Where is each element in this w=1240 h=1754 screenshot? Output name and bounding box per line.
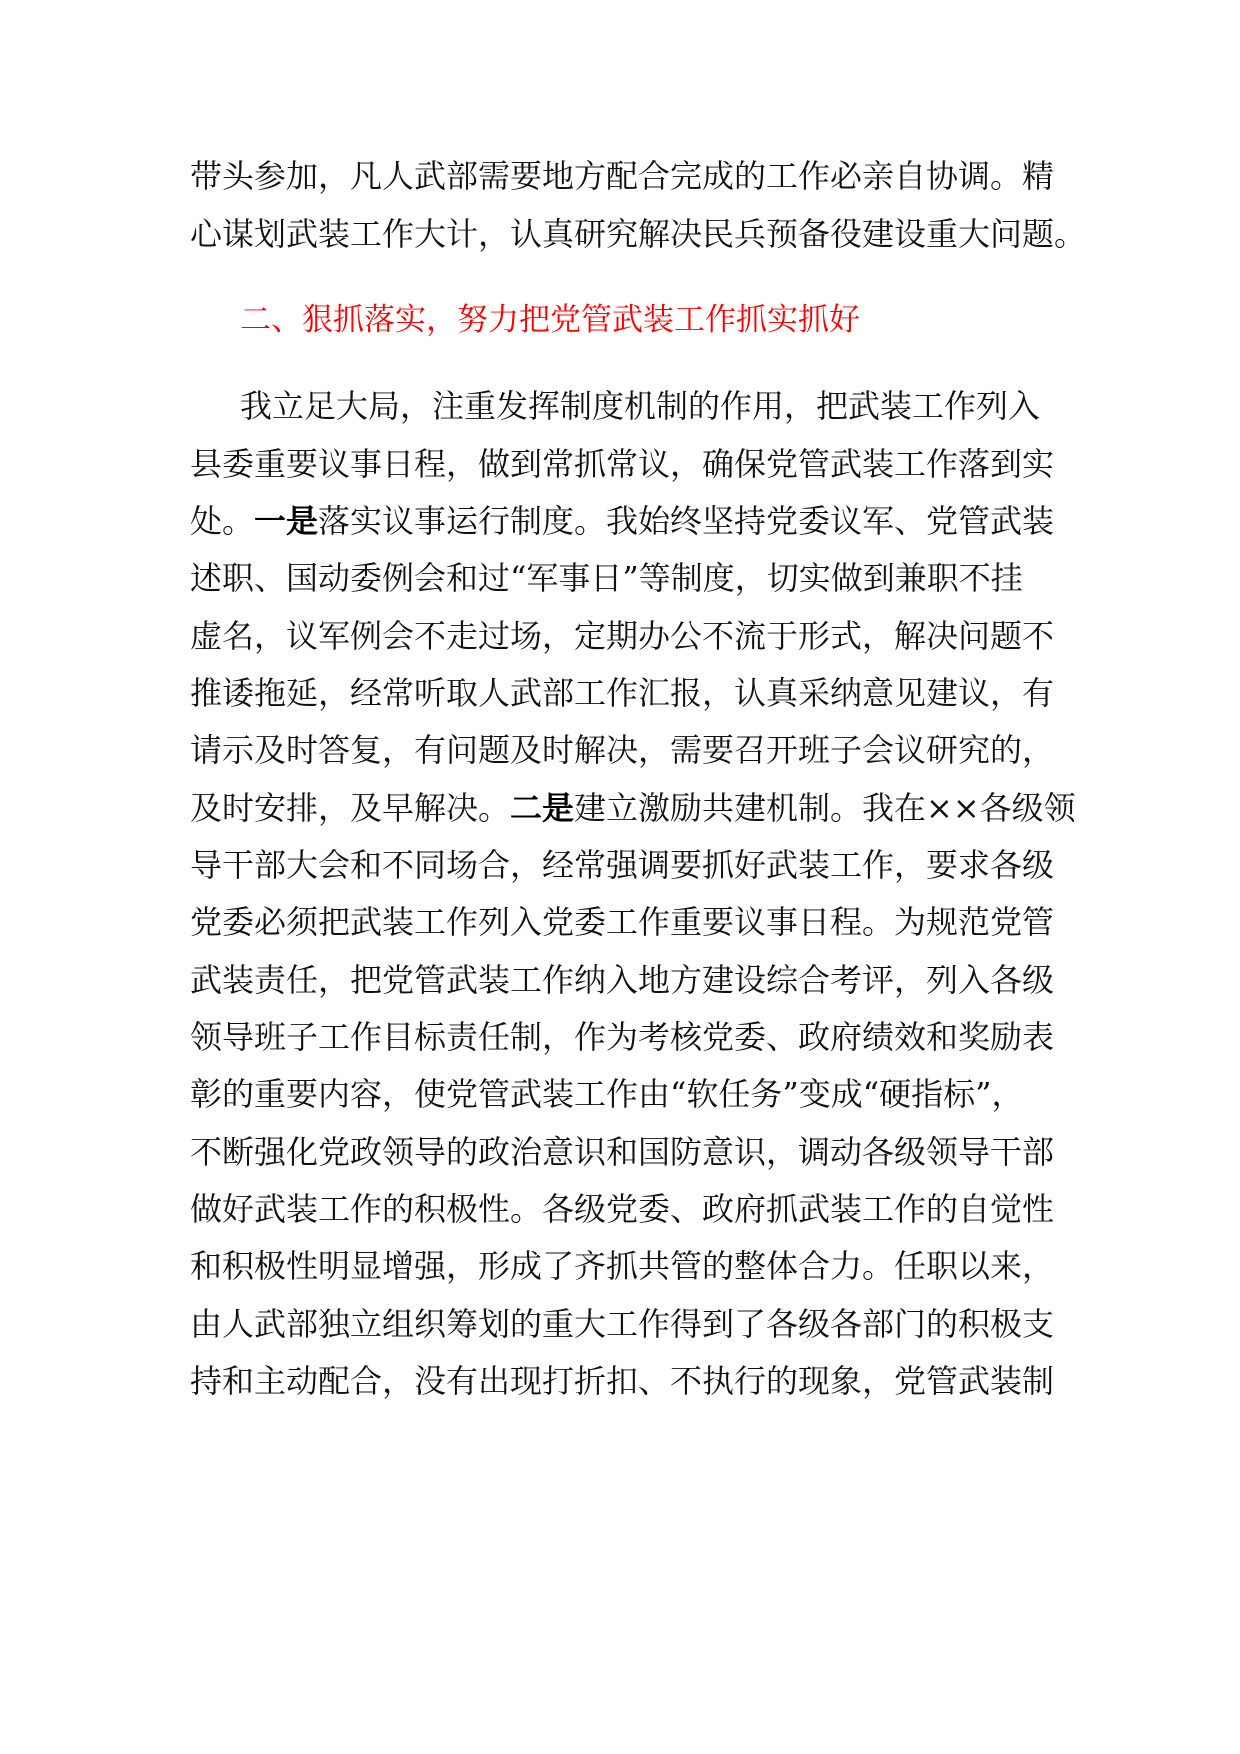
text-segment: 建立激励共建机制。我在××各级领 bbox=[574, 789, 1076, 827]
text-segment: 县委重要议事日程，做到常抓常议，确保党管武装工作落到实 bbox=[190, 445, 1055, 483]
body-line-1 bbox=[190, 154, 1054, 198]
emphasis-yishi: 一是 bbox=[254, 502, 319, 540]
body-line-5 bbox=[190, 442, 1054, 486]
body-line-14 bbox=[190, 958, 1054, 1002]
body-line-17 bbox=[190, 1130, 1054, 1174]
body-line-9 bbox=[190, 671, 1054, 715]
body-line-6 bbox=[190, 499, 1054, 543]
text-segment: 彰的重要内容，使党管武装工作由“软任务”变成“硬指标”， bbox=[190, 1075, 1024, 1113]
text-segment: 导干部大会和不同场合，经常强调要抓好武装工作，要求各级 bbox=[190, 846, 1055, 884]
body-line-21 bbox=[190, 1359, 1054, 1403]
body-line-13 bbox=[190, 900, 1054, 944]
section-heading bbox=[240, 298, 860, 342]
text-segment: 落实议事运行制度。我始终坚持党委议军、党管武装 bbox=[318, 502, 1055, 540]
paragraph-first-line bbox=[240, 384, 1040, 428]
text-segment: 我立足大局，注重发挥制度机制的作用，把武装工作列入 bbox=[240, 387, 1041, 425]
text-segment: 处。 bbox=[190, 502, 255, 540]
body-line-10 bbox=[190, 728, 1054, 772]
body-line-16 bbox=[190, 1072, 1023, 1116]
heading-text: 二、狠抓落实，努力把党管武装工作抓实抓好 bbox=[240, 302, 860, 338]
text-segment: 不断强化党政领导的政治意识和国防意识，调动各级领导干部 bbox=[190, 1133, 1055, 1171]
body-line-19 bbox=[190, 1244, 1054, 1288]
text-segment: 由人武部独立组织筹划的重大工作得到了各级各部门的积极支 bbox=[190, 1305, 1055, 1343]
body-line-2 bbox=[190, 212, 1086, 256]
body-line-20 bbox=[190, 1302, 1054, 1346]
text-segment: 述职、国动委例会和过“军事日”等制度，切实做到兼职不挂 bbox=[190, 559, 1023, 597]
body-line-18 bbox=[190, 1187, 1054, 1231]
text-segment: 虚名，议军例会不走过场，定期办公不流于形式，解决问题不 bbox=[190, 617, 1055, 655]
text-segment: 推诿拖延，经常听取人武部工作汇报，认真采纳意见建议，有 bbox=[190, 674, 1055, 712]
body-line-15 bbox=[190, 1015, 1054, 1059]
text-segment: 请示及时答复，有问题及时解决，需要召开班子会议研究的， bbox=[190, 731, 1055, 769]
text-segment: 做好武装工作的积极性。各级党委、政府抓武装工作的自觉性 bbox=[190, 1190, 1055, 1228]
text-segment: 持和主动配合，没有出现打折扣、不执行的现象，党管武装制 bbox=[190, 1362, 1055, 1400]
emphasis-ershi: 二是 bbox=[510, 789, 575, 827]
text-segment: 带头参加，凡人武部需要地方配合完成的工作必亲自协调。精 bbox=[190, 157, 1055, 195]
body-line-11 bbox=[190, 786, 1076, 830]
body-line-8 bbox=[190, 614, 1054, 658]
body-line-7 bbox=[190, 556, 1023, 600]
body-line-12 bbox=[190, 843, 1054, 887]
text-segment: 及时安排，及早解决。 bbox=[190, 789, 511, 827]
text-segment: 和积极性明显增强，形成了齐抓共管的整体合力。任职以来， bbox=[190, 1247, 1055, 1285]
text-segment: 心谋划武装工作大计，认真研究解决民兵预备役建设重大问题。 bbox=[190, 215, 1087, 253]
text-segment: 领导班子工作目标责任制，作为考核党委、政府绩效和奖励表 bbox=[190, 1018, 1055, 1056]
text-segment: 武装责任，把党管武装工作纳入地方建设综合考评，列入各级 bbox=[190, 961, 1055, 999]
text-segment: 党委必须把武装工作列入党委工作重要议事日程。为规范党管 bbox=[190, 903, 1055, 941]
